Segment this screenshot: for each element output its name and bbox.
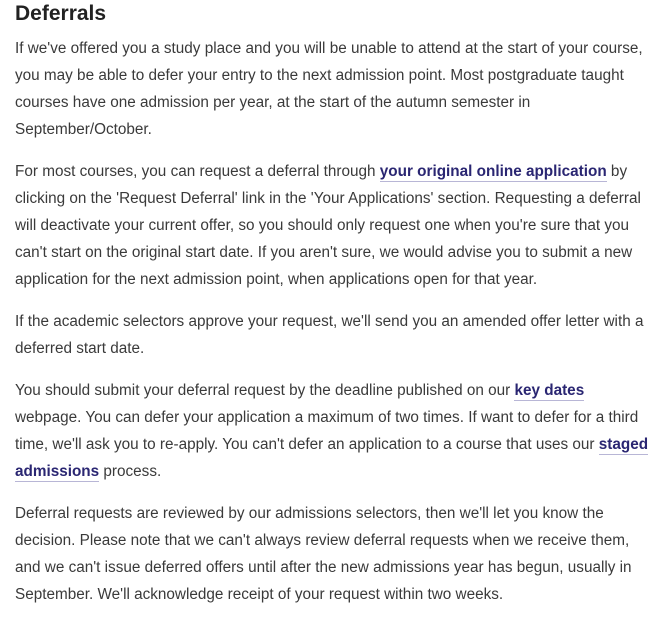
paragraph-intro xyxy=(15,35,651,143)
paragraph-approval-text: If the academic selectors approve your request, we'll send you an amended offer letter with a deferred start date. xyxy=(15,313,644,357)
staged-admissions-link[interactable]: staged admissions xyxy=(15,436,649,480)
paragraph-text: process. xyxy=(99,463,162,480)
paragraph-text: For most courses, you can request a deferral through xyxy=(15,163,380,180)
paragraph-how-to-request xyxy=(15,158,651,293)
paragraph-review-text: Deferral requests are reviewed by our admissions selectors, then we'll let you know the decision. Please note that we can't always review deferral requests when we receive them, and we can't issue deferred offers until after the new admissions year has begun, usually in September. We'll acknowledge receipt of your request within two weeks. xyxy=(15,505,632,603)
paragraph-text: webpage. You can defer your application a maximum of two times. If want to defer for a third time, we'll ask you to re-apply. You can't defer an application to a course that uses our xyxy=(15,409,639,453)
original-application-link[interactable]: your original online application xyxy=(379,163,607,180)
page-title: Deferrals xyxy=(15,2,107,25)
paragraph-intro-text: If we've offered you a study place and you will be unable to attend at the start of your course, you may be able to defer your entry to the next admission point. Most postgraduate taught courses have one admission per year, at the start of the autumn semester in September/October. xyxy=(15,40,643,138)
paragraph-text: You should submit your deferral request by the deadline published on our xyxy=(15,382,515,399)
paragraph-text: by clicking on the 'Request Deferral' link in the 'Your Applications' section. Requesting a deferral will deactivate your current offer, so you should only request one when you're sure that you can't start on the original start date. If you aren't sure, we would advise you to submit a new application for the next admission point, when applications open for that year. xyxy=(15,163,641,288)
paragraph-approval xyxy=(15,308,651,362)
key-dates-link[interactable]: key dates xyxy=(514,382,585,399)
paragraph-deadline xyxy=(15,377,651,485)
paragraph-review xyxy=(15,500,651,608)
